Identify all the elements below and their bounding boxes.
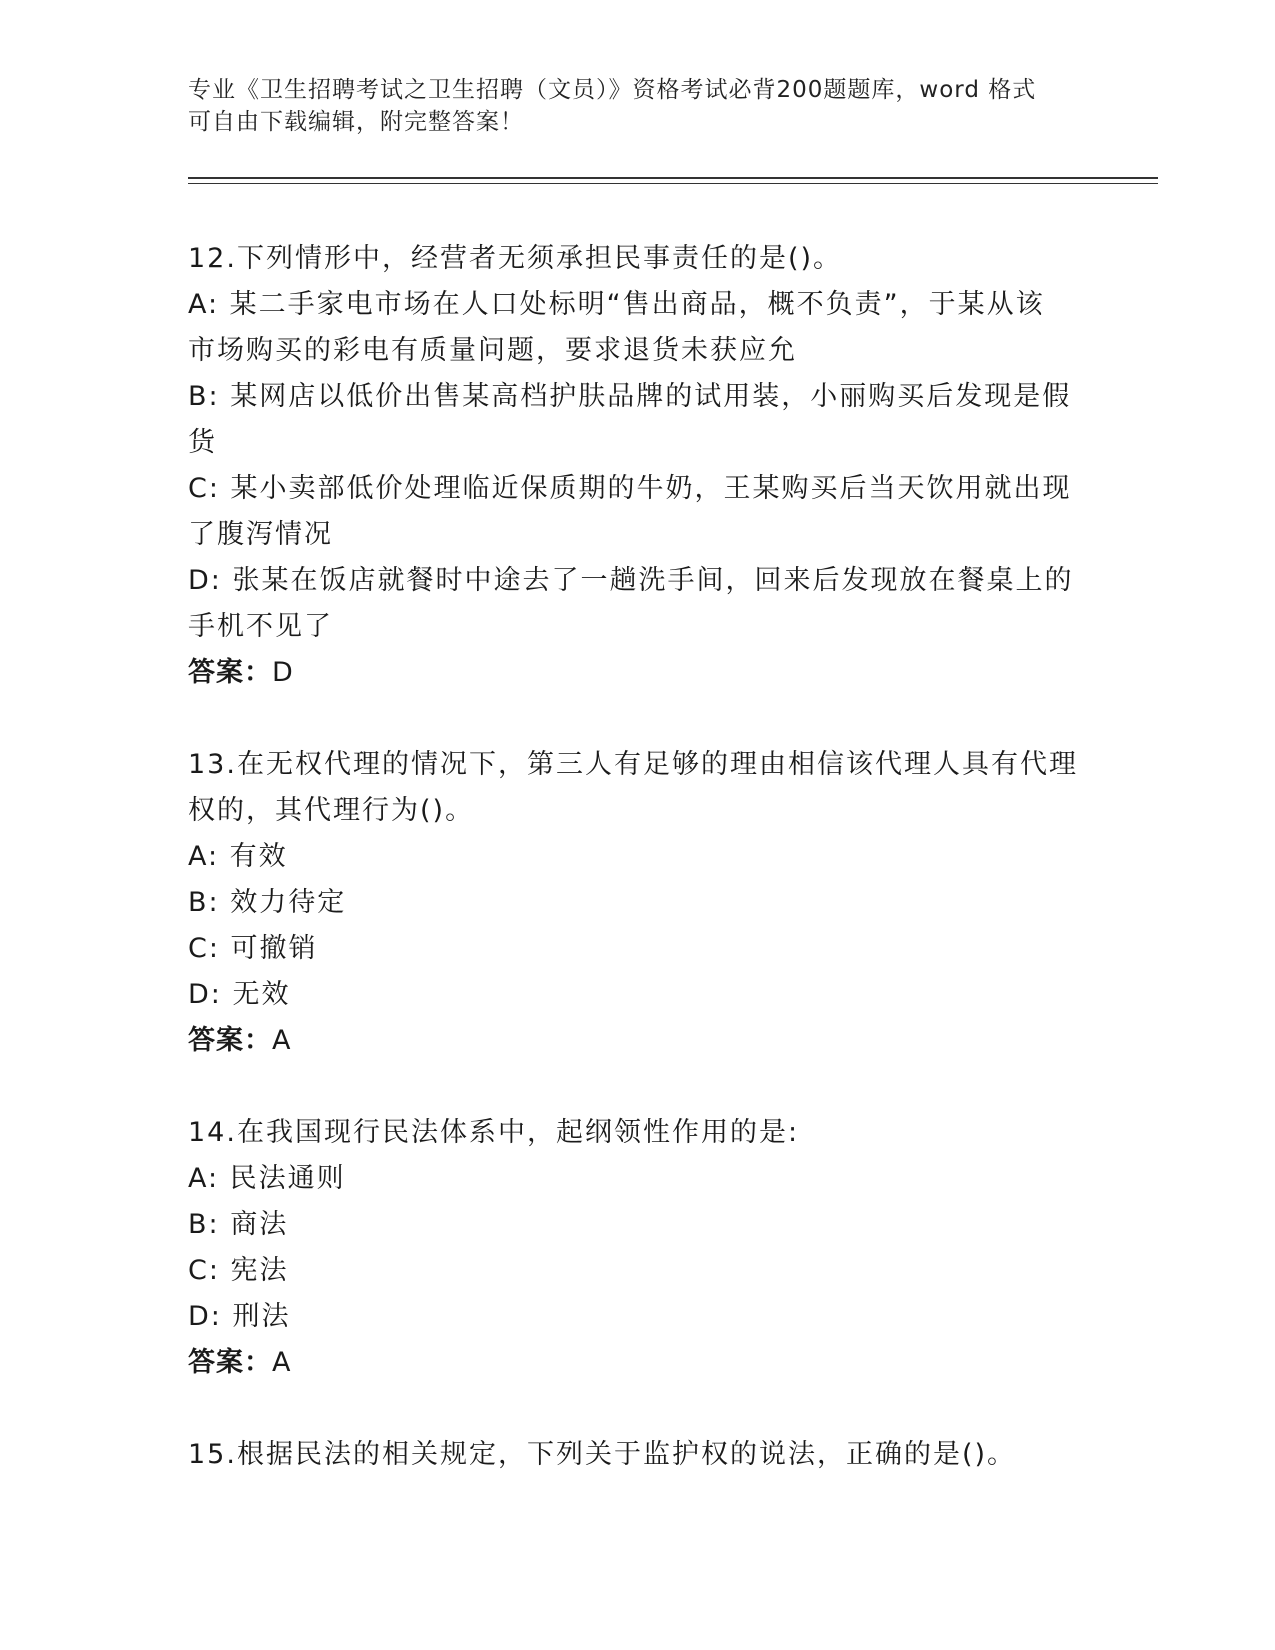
question-stem: 15.根据民法的相关规定，下列关于监护权的说法，正确的是()。 (188, 1439, 1017, 1470)
option-a: A: 有效 (188, 841, 288, 872)
option-c-continued: 了腹泻情况 (188, 519, 333, 550)
option-c: C: 宪法 (188, 1255, 289, 1286)
option-d: D: 张某在饭店就餐时中途去了一趟洗手间，回来后发现放在餐桌上的 (188, 565, 1074, 596)
option-c: C: 某小卖部低价处理临近保质期的牛奶，王某购买后当天饮用就出现 (188, 473, 1072, 504)
option-b: B: 商法 (188, 1209, 289, 1240)
answer-line (188, 1340, 1088, 1386)
answer-value: A (272, 1347, 292, 1378)
question-13 (188, 742, 1088, 1064)
answer-label: 答案： (188, 657, 272, 688)
option-c: C: 可撤销 (188, 933, 318, 964)
answer-line (188, 1018, 1088, 1064)
question-stem: 12.下列情形中，经营者无须承担民事责任的是()。 (188, 243, 843, 274)
option-b-continued: 货 (188, 427, 217, 458)
question-15 (188, 1432, 1088, 1478)
document-header (188, 74, 1088, 138)
option-d: D: 刑法 (188, 1301, 291, 1332)
header-line-1: 专业《卫生招聘考试之卫生招聘（文员）》资格考试必背200题题库，word 格式 (188, 77, 1037, 103)
option-b: B: 效力待定 (188, 887, 347, 918)
header-divider (188, 177, 1158, 179)
question-list (188, 236, 1088, 1524)
option-a: A: 某二手家电市场在人口处标明“售出商品，概不负责”，于某从该 (188, 289, 1045, 320)
question-stem: 13.在无权代理的情况下，第三人有足够的理由相信该代理人具有代理 (188, 749, 1078, 780)
option-a: A: 民法通则 (188, 1163, 346, 1194)
answer-value: A (272, 1025, 292, 1056)
answer-label: 答案： (188, 1347, 272, 1378)
header-divider-thin (188, 183, 1158, 184)
option-d-continued: 手机不见了 (188, 611, 333, 642)
answer-value: D (272, 657, 294, 688)
option-a-continued: 市场购买的彩电有质量问题，要求退货未获应允 (188, 335, 797, 366)
question-14 (188, 1110, 1088, 1386)
question-stem: 14.在我国现行民法体系中，起纲领性作用的是: (188, 1117, 800, 1148)
option-b: B: 某网店以低价出售某高档护肤品牌的试用装，小丽购买后发现是假 (188, 381, 1072, 412)
answer-label: 答案： (188, 1025, 272, 1056)
header-line-2: 可自由下载编辑，附完整答案！ (188, 109, 524, 135)
question-12 (188, 236, 1088, 696)
answer-line (188, 650, 1088, 696)
option-d: D: 无效 (188, 979, 291, 1010)
question-stem-continued: 权的，其代理行为()。 (188, 795, 475, 826)
